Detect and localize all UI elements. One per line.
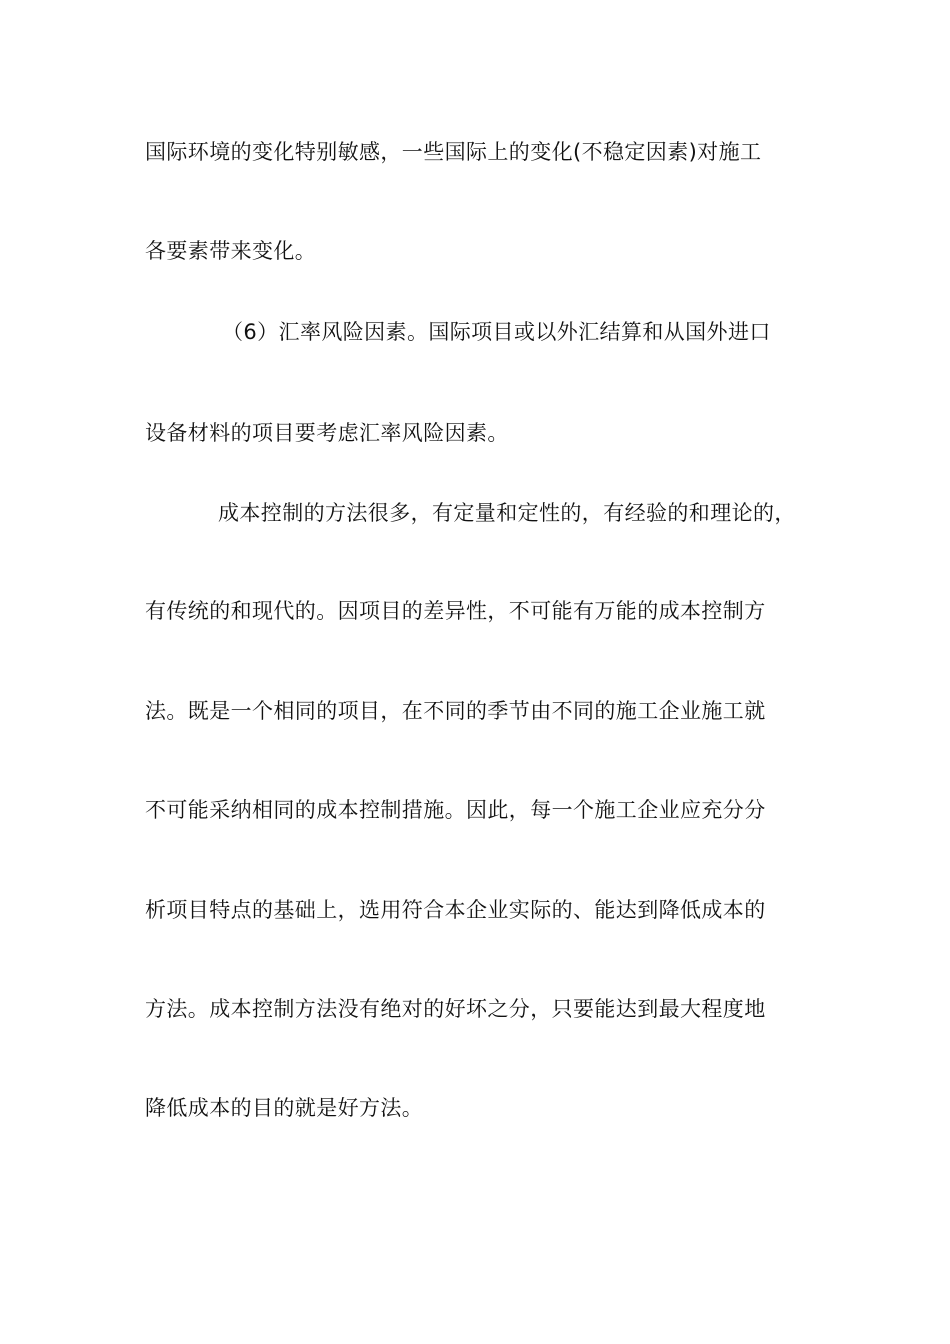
- text-line: 设备材料的项目要考虑汇率风险因素。: [145, 421, 509, 445]
- text-line: 法。既是一个相同的项目，在不同的季节由不同的施工企业施工就: [145, 699, 766, 723]
- text-line: 各要素带来变化。: [145, 239, 317, 263]
- text-line: 析项目特点的基础上，选用符合本企业实际的、能达到降低成本的: [145, 898, 766, 922]
- text-line-paragraph-start: 成本控制的方法很多，有定量和定性的，有经验的和理论的，: [218, 501, 796, 525]
- text-line: 方法。成本控制方法没有绝对的好坏之分，只要能达到最大程度地: [145, 997, 766, 1021]
- text-line: 不可能采纳相同的成本控制措施。因此，每一个施工企业应充分分: [145, 798, 766, 822]
- text-line: 降低成本的目的就是好方法。: [145, 1096, 424, 1120]
- text-line: 国际环境的变化特别敏感，一些国际上的变化(不稳定因素)对施工: [145, 140, 762, 164]
- text-line-paragraph-start: （6）汇率风险因素。国际项目或以外汇结算和从国外进口: [222, 320, 771, 344]
- text-line: 有传统的和现代的。因项目的差异性，不可能有万能的成本控制方: [145, 599, 766, 623]
